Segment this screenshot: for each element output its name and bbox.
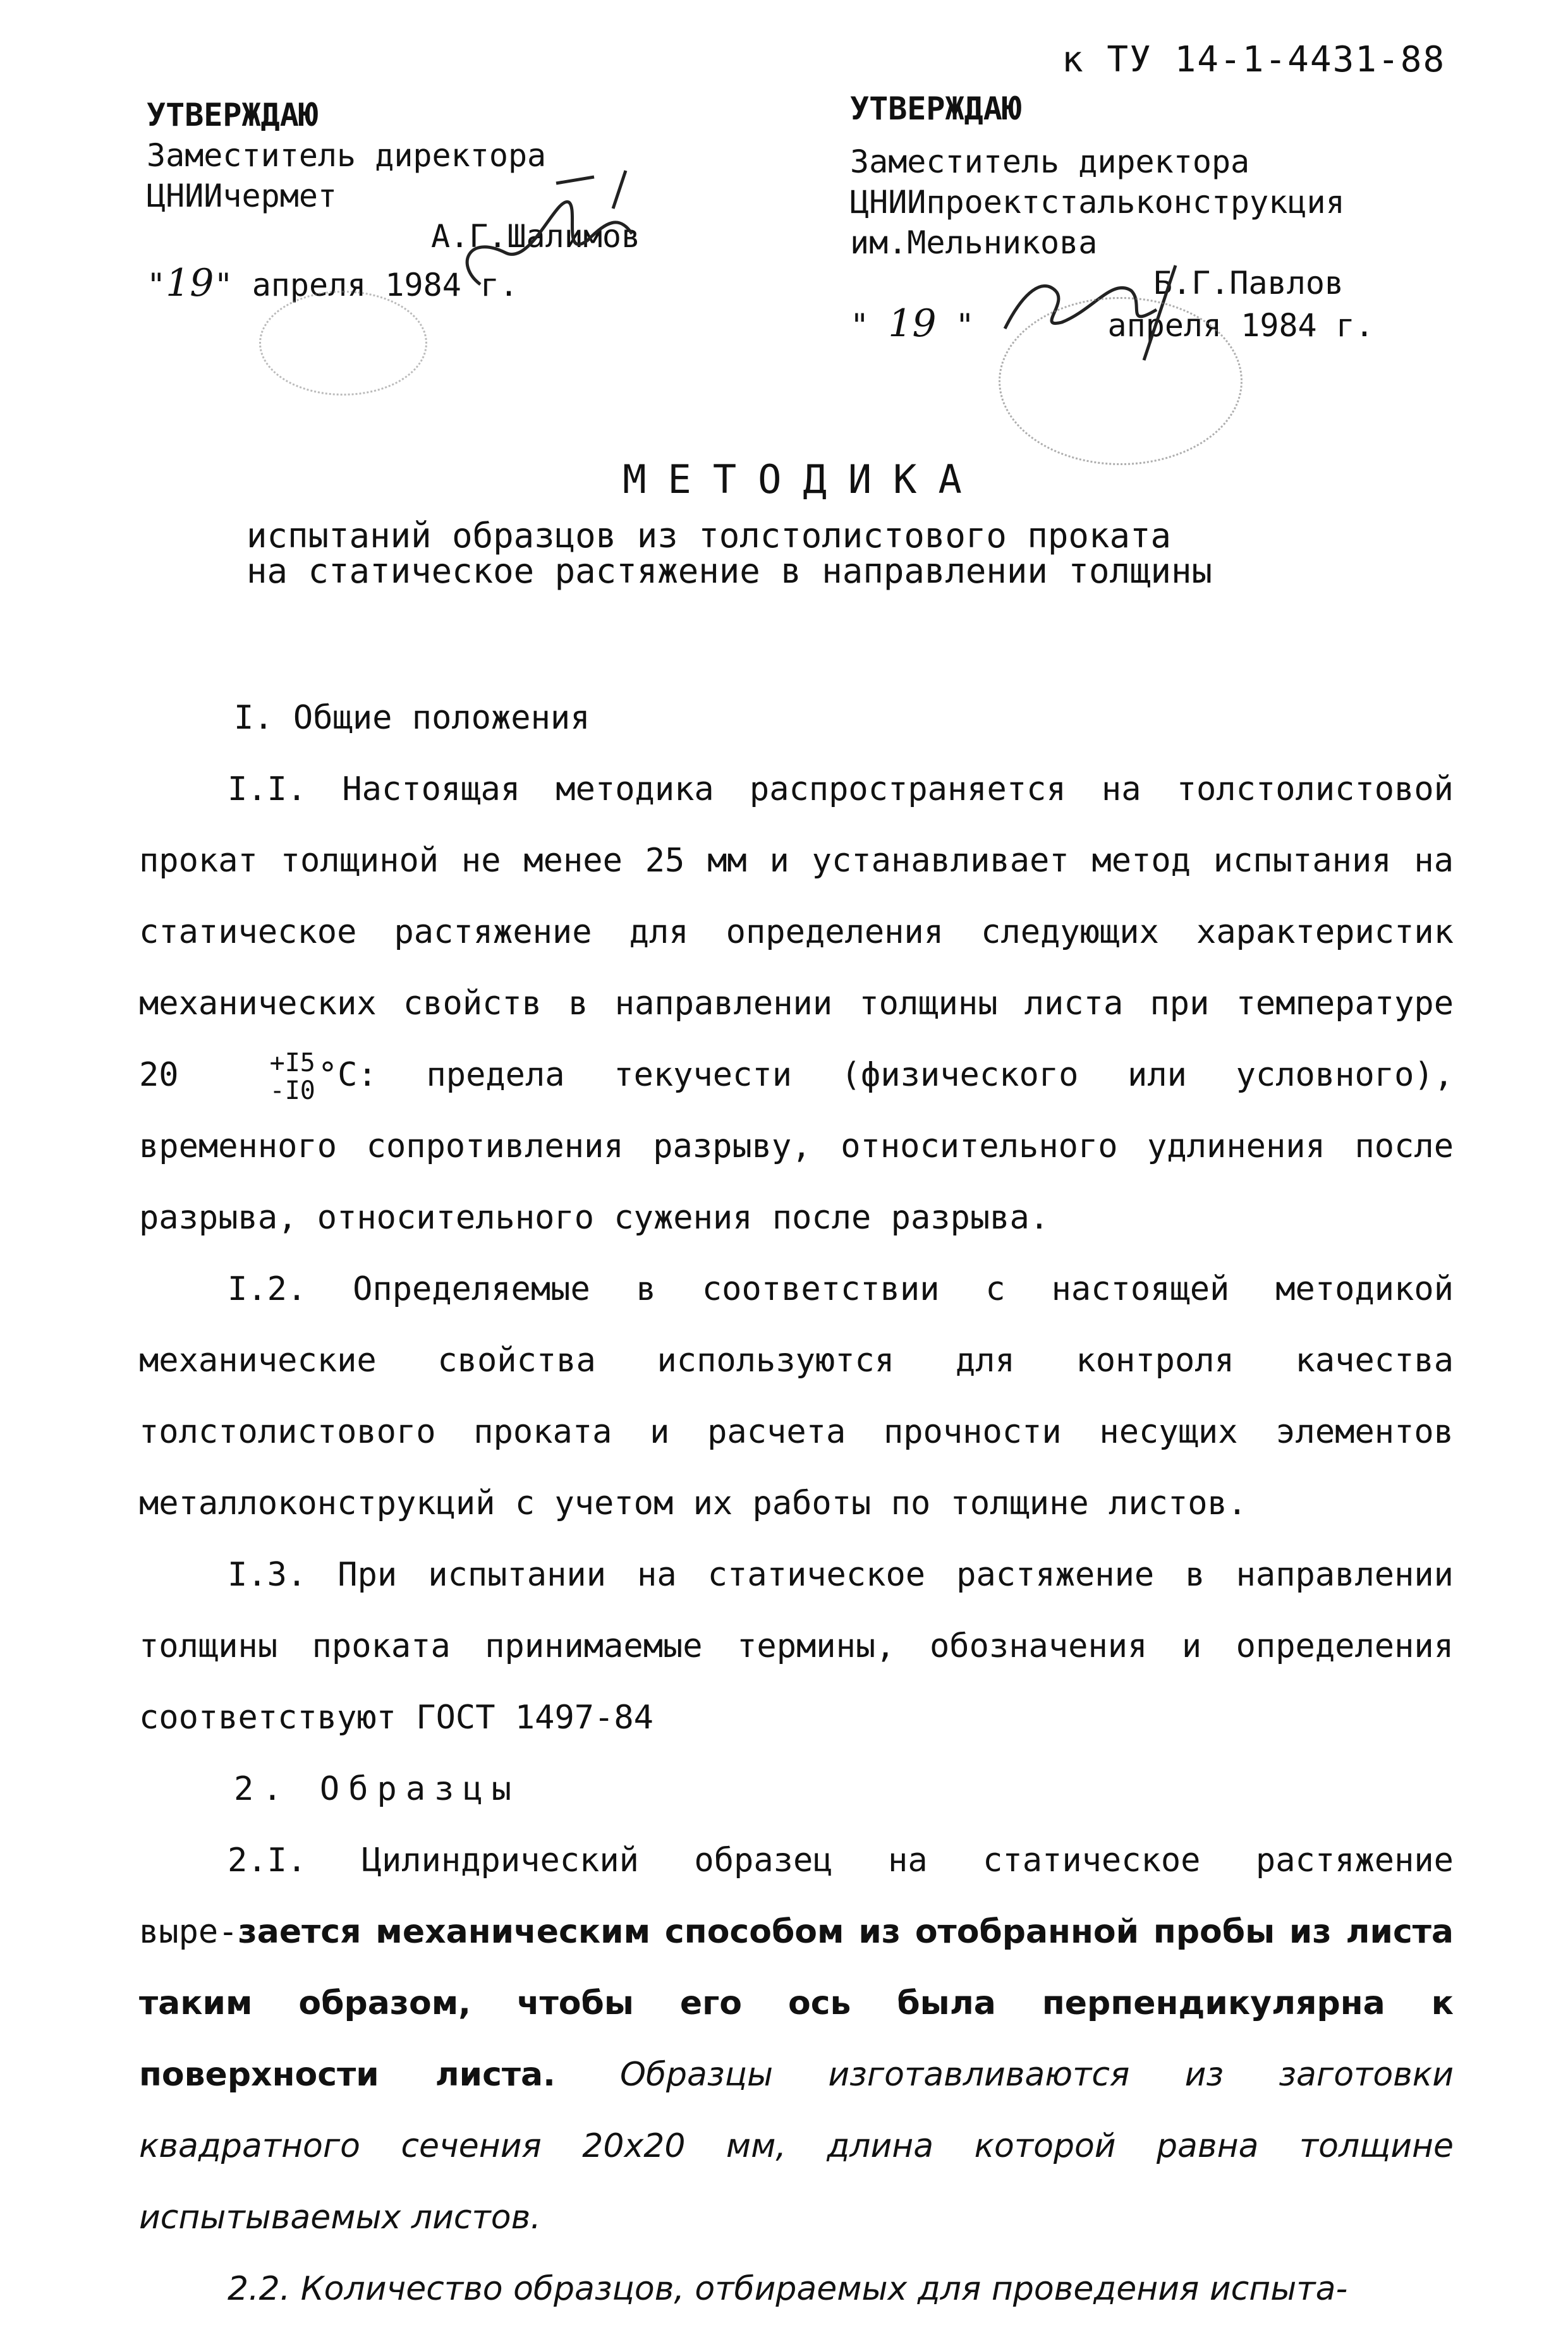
approver-position: Заместитель директора	[147, 137, 547, 174]
approval-title: УТВЕРЖДАЮ	[147, 97, 318, 133]
paragraph-2-1: 2.I. Цилиндрический образец на статическое растяжение выре‑зается механическим способом из отобранной пробы из листа таким образом, чтобы его ось была перпендикулярна к поверхности листа. Образцы изготавливаются из заготовки квадратного сечения 20х20 мм, длина которой равна толщине испытываемых листов.	[139, 1842, 1454, 2237]
approval-month-year: апреля 1984 г.	[252, 267, 519, 303]
subtitle-line: испытаний образцов из толстолистового проката	[246, 516, 1171, 555]
paragraph-1-2: I.2. Определяемые в соответствии с настоящей методикой механические свойства используются для контроля качества толстолистового проката и расчета прочности несущих элементов металлоконструкций с учетом их работы по толщине листов.	[139, 1270, 1454, 1522]
paragraph-1-3: I.3. При испытании на статическое растяжение в направлении толщины проката принимаемые термины, обозначения и определения соответствуют ГОСТ 1497-84	[139, 1556, 1454, 1737]
approval-date: " 19 " апреля 1984 г.	[850, 301, 1374, 346]
approval-title: УТВЕРЖДАЮ	[850, 90, 1021, 127]
signature-left-icon	[442, 158, 670, 310]
tolerance-minus: -I0	[269, 1076, 315, 1105]
stamp-right-icon	[999, 297, 1243, 465]
stamp-left-icon	[259, 291, 427, 396]
section-heading-1: I. Общие положения	[234, 699, 590, 737]
temperature-tolerance	[181, 1049, 315, 1105]
document-body	[139, 683, 1454, 2325]
approval-day: 19	[166, 261, 214, 305]
tolerance-plus: +I5	[269, 1048, 315, 1078]
approver-organization: ЦНИИчермет	[147, 178, 337, 214]
section-heading-2: 2. Образцы	[234, 1770, 521, 1808]
document-subtitle	[246, 518, 1212, 589]
paragraph-text-bold: зается механическим способом из отобранной пробы из листа таким образом, чтобы его ось была перпендикулярна к поверхности листа.	[139, 1913, 1454, 2094]
approver-name: А.Г.Шалимов	[431, 218, 641, 255]
approver-position: Заместитель директора	[850, 143, 1250, 180]
approver-organization-name: им.Мельникова	[850, 224, 1098, 261]
approval-day: 19	[888, 301, 937, 346]
paragraph-text: °С: предела текучести (физического или условного), временного сопротивления разрыву, относительного удлинения после разрыва, относительного сужения после разрыва.	[139, 1056, 1454, 1237]
document-code: к ТУ 14-1-4431-88	[1062, 39, 1446, 80]
approval-date: "19" апреля 1984 г.	[147, 261, 519, 305]
paragraph-2-2: 2.2. Количество образцов, отбираемых для проведения испыта-	[228, 2270, 1348, 2308]
approval-month-year: апреля 1984 г.	[1107, 307, 1374, 344]
document-title: МЕТОДИКА	[623, 456, 983, 502]
subtitle-line: на статическое растяжение в направлении толщины	[246, 551, 1213, 591]
approver-organization: ЦНИИпроектстальконструкция	[850, 184, 1345, 221]
paragraph-text: I.I. Настоящая методика распространяется на толстолистовой прокат толщиной не менее 25 мм и устанавливает метод испытания на статическое растяжение для определения следующих характеристик механических свойств в направлении толщины листа при температуре 20	[139, 770, 1454, 1094]
approver-name: Б.Г.Павлов	[1153, 265, 1344, 301]
paragraph-1-1	[139, 754, 1454, 1254]
paragraph-text: 2.I. Цилиндрический образец на статическое растяжение выре	[139, 1842, 1454, 1951]
paragraph-text-italic: Образцы изготавливаются из заготовки квадратного сечения 20х20 мм, длина которой равна толщине испытываемых листов.	[139, 2056, 1454, 2237]
